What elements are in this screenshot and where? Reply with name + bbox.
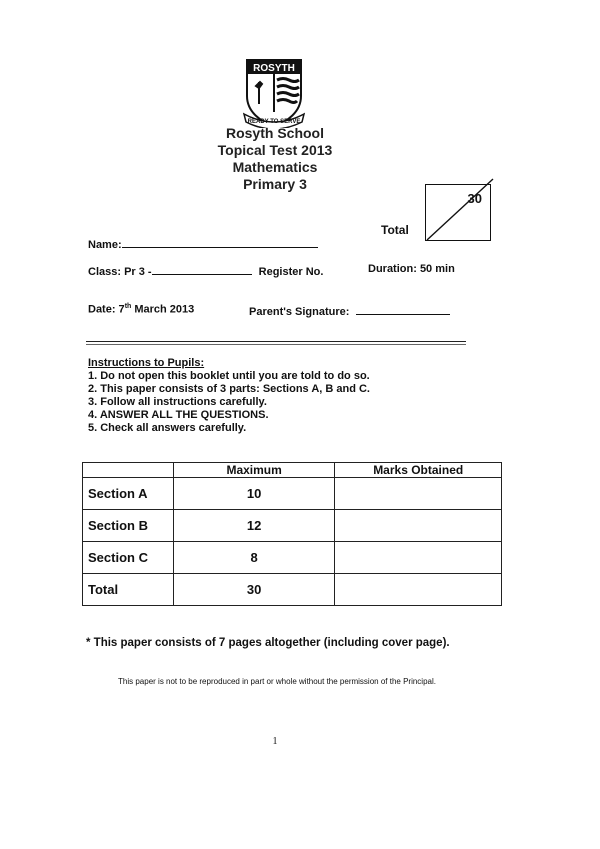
instructions-section	[88, 357, 370, 435]
section-max: 30	[173, 574, 335, 606]
total-label: Total	[381, 223, 409, 237]
signature-row	[249, 303, 450, 318]
table-row	[83, 574, 502, 606]
page-count-note: * This paper consists of 7 pages altogether (including cover page).	[86, 637, 450, 649]
diagonal-slash-icon	[425, 177, 495, 243]
school-name: Rosyth School	[225, 125, 324, 141]
instruction-item: 1. Do not open this booklet until you are told to do so.	[88, 370, 370, 382]
section-label: Section C	[83, 542, 174, 574]
name-row	[88, 236, 318, 251]
date-suffix: th	[124, 303, 132, 310]
marks-table	[82, 462, 502, 606]
date-text	[88, 303, 194, 316]
marks-obtained-cell[interactable]	[335, 478, 502, 510]
instruction-item: 2. This paper consists of 3 parts: Sections A, B and C.	[88, 383, 370, 395]
test-title: Topical Test 2013	[217, 142, 333, 158]
table-header-maximum: Maximum	[173, 463, 335, 478]
section-label: Total	[83, 574, 174, 606]
register-label: Register No.	[258, 266, 324, 278]
table-row	[83, 478, 502, 510]
divider-line-secondary	[86, 344, 466, 345]
class-label: Class: Pr 3 -	[88, 266, 152, 278]
table-row	[83, 542, 502, 574]
marks-obtained-cell[interactable]	[335, 574, 502, 606]
instruction-item: 5. Check all answers carefully.	[88, 422, 247, 434]
school-title-block	[160, 125, 390, 193]
table-header-row	[83, 463, 502, 478]
section-label: Section B	[83, 510, 174, 542]
section-label: Section A	[83, 478, 174, 510]
instruction-item: 4. ANSWER ALL THE QUESTIONS.	[88, 409, 269, 421]
section-max: 10	[173, 478, 335, 510]
instruction-item: 3. Follow all instructions carefully.	[88, 396, 267, 408]
instructions-heading: Instructions to Pupils:	[88, 357, 205, 369]
marks-obtained-cell[interactable]	[335, 542, 502, 574]
signature-field[interactable]	[356, 303, 450, 315]
crest-top-text: ROSYTH	[253, 63, 295, 74]
table-row	[83, 510, 502, 542]
duration-text: Duration: 50 min	[368, 263, 455, 275]
divider-line	[86, 341, 466, 342]
name-label: Name:	[88, 239, 122, 251]
total-score-box	[425, 184, 491, 241]
name-field[interactable]	[122, 236, 318, 248]
total-max-score: 30	[467, 191, 482, 206]
section-max: 8	[173, 542, 335, 574]
level-title: Primary 3	[243, 176, 307, 192]
instructions-list	[88, 370, 370, 435]
class-row	[88, 263, 323, 278]
marks-obtained-cell[interactable]	[335, 510, 502, 542]
subject-title: Mathematics	[232, 159, 318, 175]
section-max: 12	[173, 510, 335, 542]
crest-motto: READY TO SERVE	[247, 119, 301, 125]
disclaimer-text: This paper is not to be reproduced in part or whole without the permission of the Principal.	[118, 677, 436, 686]
table-header-cell	[83, 463, 174, 478]
page-number: 1	[272, 736, 278, 747]
school-crest-logo	[243, 56, 305, 128]
crest-shield-icon	[243, 56, 305, 128]
date-rest: March 2013	[131, 303, 195, 316]
signature-label: Parent's Signature:	[249, 306, 350, 318]
class-field[interactable]	[152, 263, 252, 275]
table-header-marks-obtained: Marks Obtained	[335, 463, 502, 478]
date-label: Date: 7	[88, 303, 125, 316]
